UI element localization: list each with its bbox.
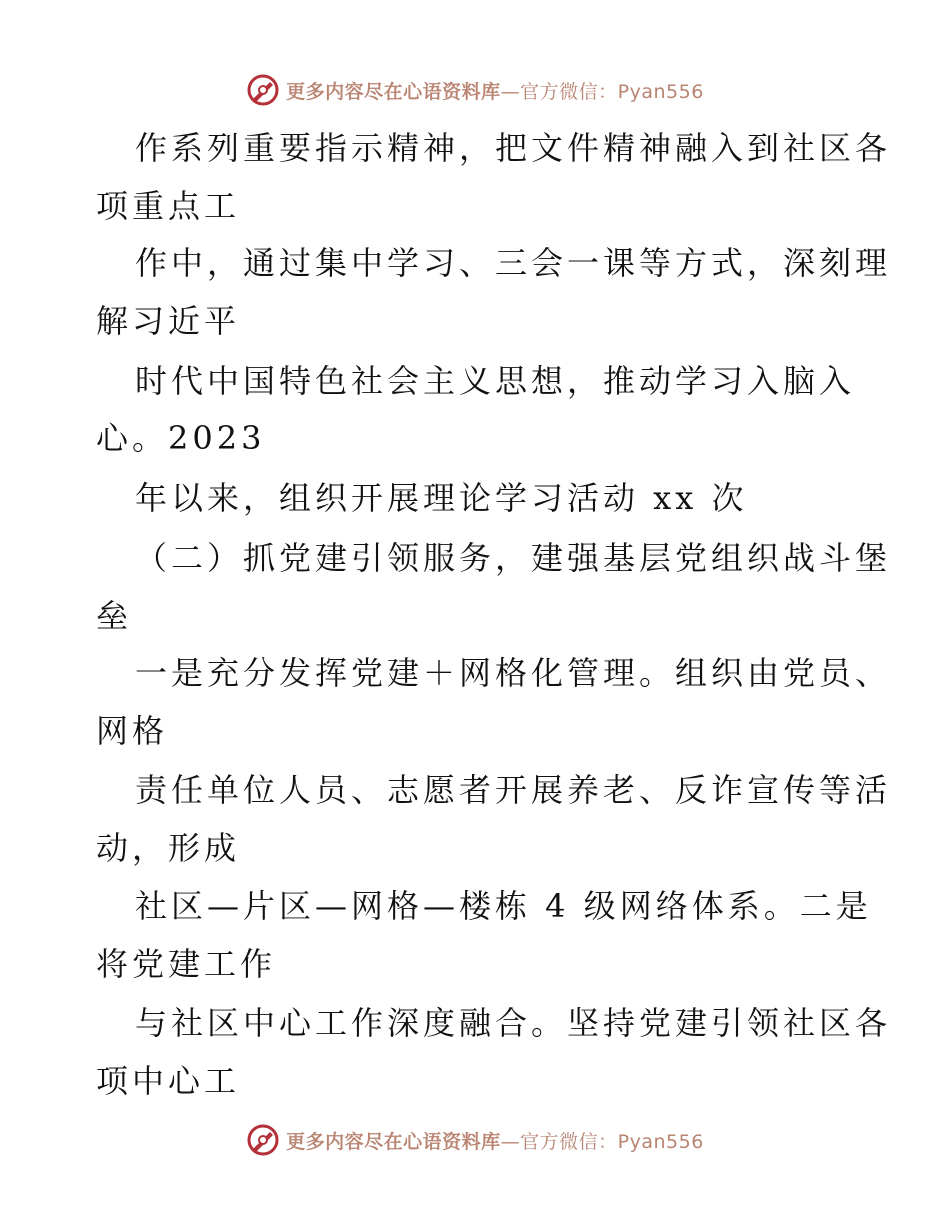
footer-watermark xyxy=(0,1120,950,1160)
watermark-dash: — xyxy=(500,80,521,103)
body-line: 网格 xyxy=(96,712,169,750)
body-line: 社区—片区—网格—楼栋 4 级网络体系。二是 xyxy=(135,887,872,925)
watermark-lead: 更多内容尽在心语资料库 xyxy=(286,80,501,103)
watermark-text xyxy=(286,1127,704,1154)
watermark-lead: 更多内容尽在心语资料库 xyxy=(286,1130,501,1153)
quill-logo-icon xyxy=(246,1123,280,1157)
body-line: 与社区中心工作深度融合。坚持党建引领社区各 xyxy=(135,1004,892,1042)
body-line: （二）抓党建引领服务，建强基层党组织战斗堡 xyxy=(135,539,892,577)
body-line: 一是充分发挥党建＋网格化管理。组织由党员、 xyxy=(135,654,892,692)
watermark-contact: 官方微信：Pyan556 xyxy=(520,80,704,103)
body-line: 时代中国特色社会主义思想，推动学习入脑入 xyxy=(135,362,856,400)
watermark-dash: — xyxy=(500,1130,521,1153)
quill-logo-icon xyxy=(246,73,280,107)
header-watermark xyxy=(0,70,950,110)
body-line: 将党建工作 xyxy=(96,945,277,983)
body-line: 责任单位人员、志愿者开展养老、反诈宣传等活 xyxy=(135,771,892,809)
body-line: 项中心工 xyxy=(96,1062,241,1100)
body-line: 年以来，组织开展理论学习活动 xx 次 xyxy=(135,479,748,517)
body-line: 作系列重要指示精神，把文件精神融入到社区各 xyxy=(135,129,892,167)
watermark-contact: 官方微信：Pyan556 xyxy=(520,1130,704,1153)
body-line: 动，形成 xyxy=(96,829,241,867)
watermark-text xyxy=(286,77,704,104)
body-line: 垒 xyxy=(96,597,133,635)
body-line: 作中，通过集中学习、三会一课等方式，深刻理 xyxy=(135,244,892,282)
body-line: 心。2023 xyxy=(96,419,266,457)
body-line: 项重点工 xyxy=(96,187,241,225)
body-line: 解习近平 xyxy=(96,302,241,340)
